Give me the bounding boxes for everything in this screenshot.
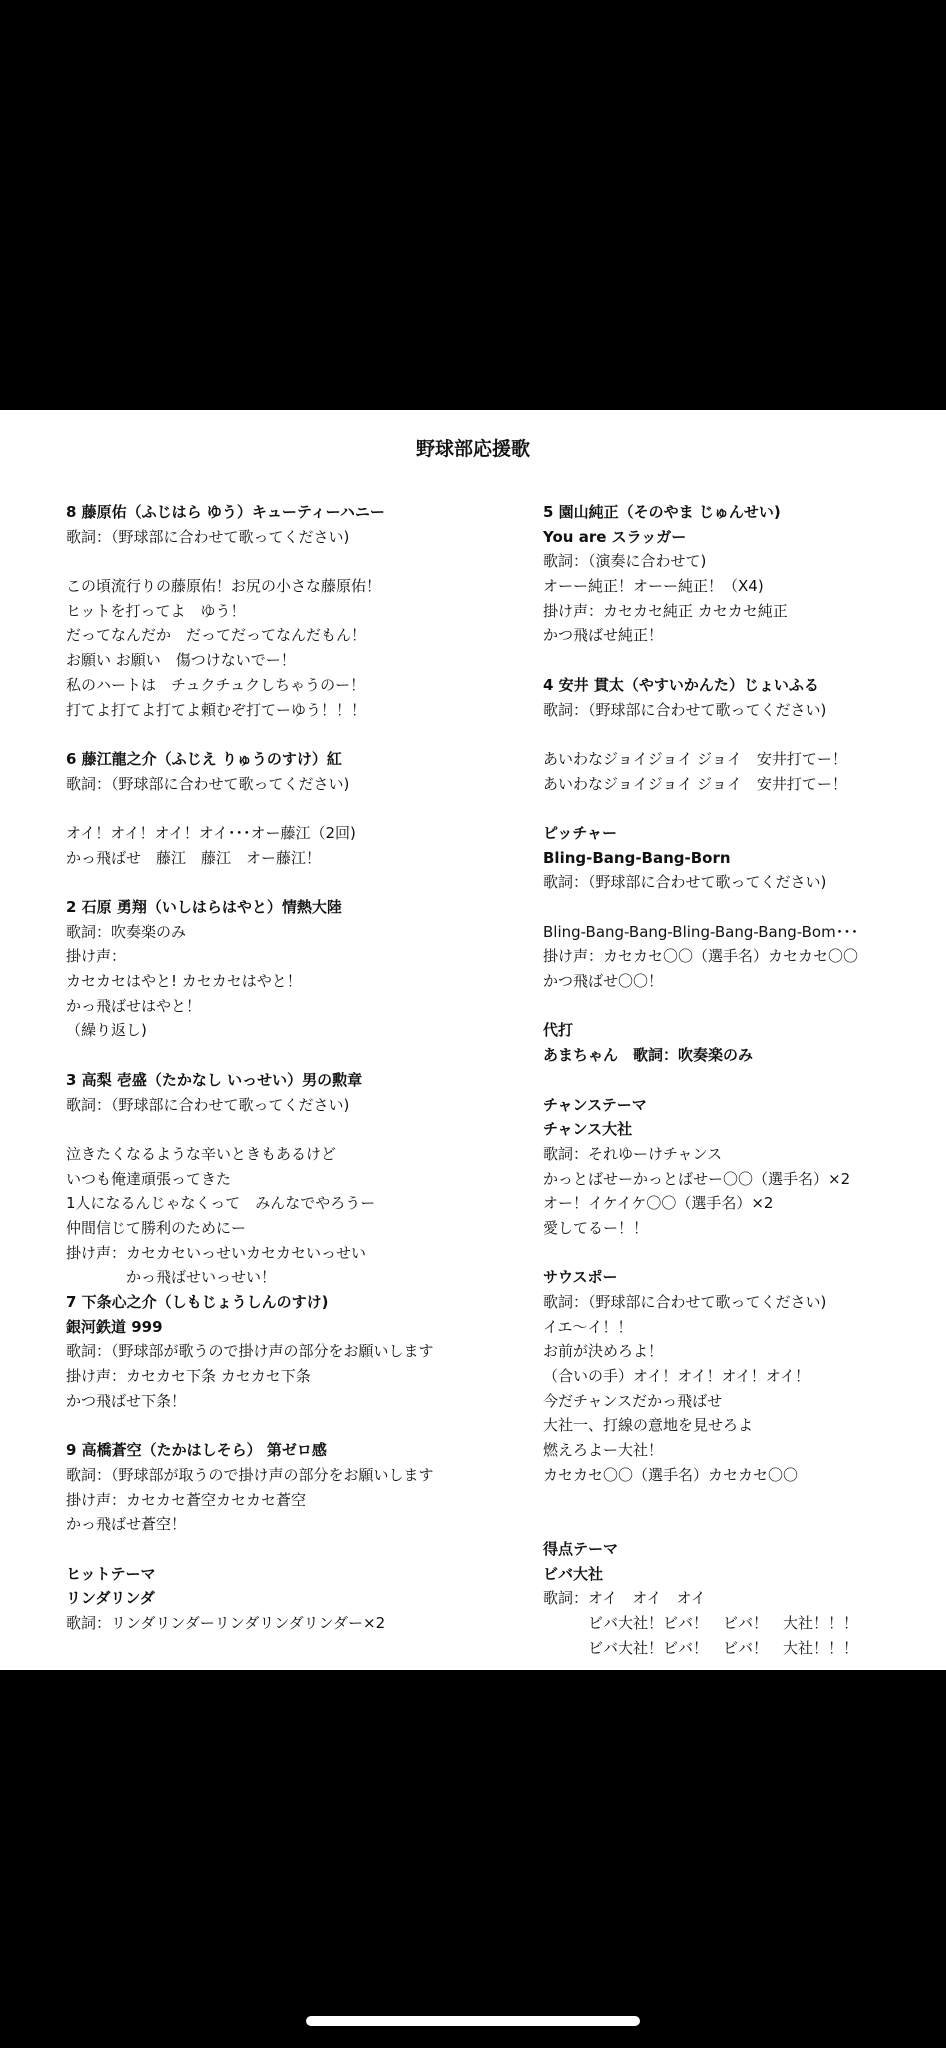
section-heading: リンダリンダ — [66, 1589, 155, 1608]
section-heading: 代打 — [543, 1021, 574, 1040]
lyric-line: あいわなジョイジョイ ジョイ 安井打てー！ — [543, 774, 847, 793]
section-heading: 5 園山純正（そのやま じゅんせい) — [543, 503, 781, 521]
lyric-line: 歌詞：（野球部に合わせて歌ってください) — [66, 774, 350, 793]
lyric-line: かっ飛ばせいっせい！ — [66, 1268, 277, 1287]
lyric-line: オイ！オイ！オイ！オイ･･･オー藤江（2回) — [66, 823, 356, 842]
lyric-line: 掛け声：カセカセ〇〇（選手名）カセカセ〇〇 — [543, 947, 859, 966]
lyric-line: あいわなジョイジョイ ジョイ 安井打てー！ — [543, 749, 847, 768]
lyric-line: 歌詞：吹奏楽のみ — [66, 922, 187, 941]
lyric-line: 歌詞：（演奏に合わせて) — [543, 552, 707, 571]
section-heading: ヒットテーマ — [66, 1564, 156, 1583]
song-sheet-page — [0, 410, 946, 1670]
lyric-line: 歌詞：（野球部が取うので掛け声の部分をお願いします — [66, 1465, 434, 1484]
lyric-line: かっ飛ばせ蒼空！ — [66, 1515, 187, 1534]
section-heading: 9 高橋蒼空（たかはしそら） 第ゼロ感 — [66, 1441, 327, 1460]
lyric-line: 歌詞：（野球部が歌うので掛け声の部分をお願いします — [66, 1342, 434, 1361]
section-heading: 銀河鉄道 999 — [66, 1317, 163, 1336]
lyric-line: 歌詞：（野球部に合わせて歌ってください) — [66, 527, 350, 546]
blank-line — [543, 1241, 938, 1266]
blank-line — [543, 994, 938, 1019]
section-heading: チャンステーマ — [543, 1095, 647, 1114]
section-heading: サウスポー — [543, 1268, 618, 1287]
lyric-line: ビバ大社！ビバ！ ビバ！ 大社！！！ — [543, 1613, 859, 1632]
lyric-line: 歌詞：それゆーけチャンス — [543, 1144, 723, 1163]
section-heading: You are スラッガー — [543, 527, 687, 546]
lyric-line: かつ飛ばせ〇〇！ — [543, 972, 664, 991]
lyric-line: カセカセ〇〇（選手名）カセカセ〇〇 — [543, 1465, 799, 1484]
section-heading: ピッチャー — [543, 823, 617, 842]
lyric-line: 歌詞：（野球部に合わせて歌ってください) — [543, 700, 827, 719]
lyric-line: この頃流行りの藤原佑！お尻の小さな藤原佑！ — [66, 577, 382, 596]
page-title: 野球部応援歌 — [415, 438, 530, 460]
blank-line — [66, 549, 486, 574]
section-heading: 得点テーマ — [543, 1539, 619, 1558]
lyric-line: 私のハートは チュクチュクしちゃうのー！ — [66, 675, 366, 694]
lyric-line: かつ飛ばせ純正！ — [543, 626, 664, 645]
lyric-line: （合いの手）オイ！オイ！オイ！オイ！ — [543, 1367, 811, 1386]
lyric-line: かつ飛ばせ下条！ — [66, 1391, 187, 1410]
lyric-line: 今だチャンスだかっ飛ばせ — [543, 1391, 723, 1410]
blank-line — [543, 722, 938, 747]
blank-line — [66, 1537, 486, 1562]
blank-line — [66, 796, 486, 821]
lyric-line: 燃えろよー大社！ — [543, 1441, 664, 1460]
blank-line — [543, 648, 938, 673]
lyric-line: 掛け声：カセカセ純正 カセカセ純正 — [543, 601, 788, 620]
lyric-line: オーー純正！オーー純正！（X4) — [543, 577, 764, 596]
lyric-line: 掛け声： — [66, 947, 127, 966]
lyric-line: 歌詞：オイ オイ オイ — [543, 1589, 706, 1608]
lyric-line: 歌詞：（野球部に合わせて歌ってください) — [543, 1293, 827, 1311]
lyric-line: かっ飛ばせ 藤江 藤江 オー藤江！ — [66, 848, 322, 867]
section-heading: ビバ大社 — [543, 1564, 604, 1583]
blank-line — [543, 1068, 938, 1093]
lyric-line: 歌詞：（野球部に合わせて歌ってください) — [66, 1095, 350, 1114]
blank-line — [66, 1043, 486, 1068]
lyric-line: 掛け声：カセカセ下条 カセカセ下条 — [66, 1367, 311, 1386]
section-heading: 6 藤江龍之介（ふじえ りゅうのすけ）紅 — [66, 749, 342, 768]
lyric-line: カセカセはやと! カセカセはやと！ — [66, 972, 302, 991]
blank-line — [543, 796, 938, 821]
section-heading: 4 安井 貫太（やすいかんた）じょいふる — [543, 675, 819, 694]
section-heading: 7 下条心之介（しもじょうしんのすけ) — [66, 1293, 329, 1311]
section-heading: Bling-Bang-Bang-Born — [543, 848, 731, 867]
lyric-line: 打てよ打てよ打てよ頼むぞ打てーゆう！！！ — [66, 700, 367, 719]
section-heading: チャンス大社 — [543, 1120, 633, 1139]
lyric-line: イエ～イ！！ — [543, 1317, 633, 1336]
lyric-line: 1人になるんじゃなくって みんなでやろうー — [66, 1194, 376, 1213]
lyric-line: （繰り返し) — [66, 1021, 147, 1040]
section-heading: 3 高梨 壱盛（たかなし いっせい）男の勲章 — [66, 1070, 363, 1089]
blank-line — [66, 1413, 486, 1438]
lyric-line: かっとばせーかっとばせー〇〇（選手名）×2 — [543, 1169, 851, 1188]
lyric-line: 掛け声：カセカセ蒼空カセカセ蒼空 — [66, 1490, 307, 1509]
blank-line — [543, 1512, 938, 1537]
blank-line — [543, 1488, 938, 1513]
lyric-line: オー！イケイケ〇〇（選手名）×2 — [543, 1194, 774, 1213]
lyric-line: かっ飛ばせはやと！ — [66, 996, 202, 1015]
right-column — [543, 500, 938, 1660]
left-column — [66, 500, 486, 1636]
lyric-line: お前が決めろよ！ — [543, 1342, 664, 1361]
lyric-line: 仲間信じて勝利のためにー — [66, 1218, 247, 1237]
lyric-line: Bling-Bang-Bang-Bling-Bang-Bang-Bom･･･ — [543, 922, 859, 941]
lyric-line: だってなんだか だってだってなんだもん！ — [66, 626, 367, 645]
lyric-line: 愛してるー！！ — [543, 1218, 649, 1237]
section-heading: あまちゃん 歌詞：吹奏楽のみ — [543, 1046, 754, 1065]
lyric-line: 掛け声：カセカセいっせいカセカセいっせい — [66, 1243, 367, 1262]
home-indicator[interactable] — [306, 2016, 640, 2026]
lyric-line: ヒットを打ってよ ゆう！ — [66, 601, 246, 620]
lyric-line: 泣きたくなるような辛いときもあるけど — [66, 1144, 337, 1163]
lyric-line: ビバ大社！ビバ！ ビバ！ 大社！！！ — [543, 1638, 859, 1657]
lyric-line: 歌詞：（野球部に合わせて歌ってください) — [543, 873, 827, 892]
section-heading: 8 藤原佑（ふじはら ゆう）キューティーハニー — [66, 503, 385, 521]
blank-line — [66, 1117, 486, 1142]
blank-line — [66, 722, 486, 747]
blank-line — [543, 895, 938, 920]
blank-line — [66, 870, 486, 895]
section-heading: 2 石原 勇翔（いしはらはやと）情熱大陸 — [66, 898, 342, 916]
lyric-line: お願い お願い 傷つけないでー！ — [66, 651, 296, 670]
lyric-line: 歌詞：リンダリンダーリンダリンダリンダー×2 — [66, 1613, 386, 1632]
lyric-line: 大社一、打線の意地を見せろよ — [543, 1416, 754, 1435]
lyric-line: いつも俺達頑張ってきた — [66, 1169, 232, 1188]
